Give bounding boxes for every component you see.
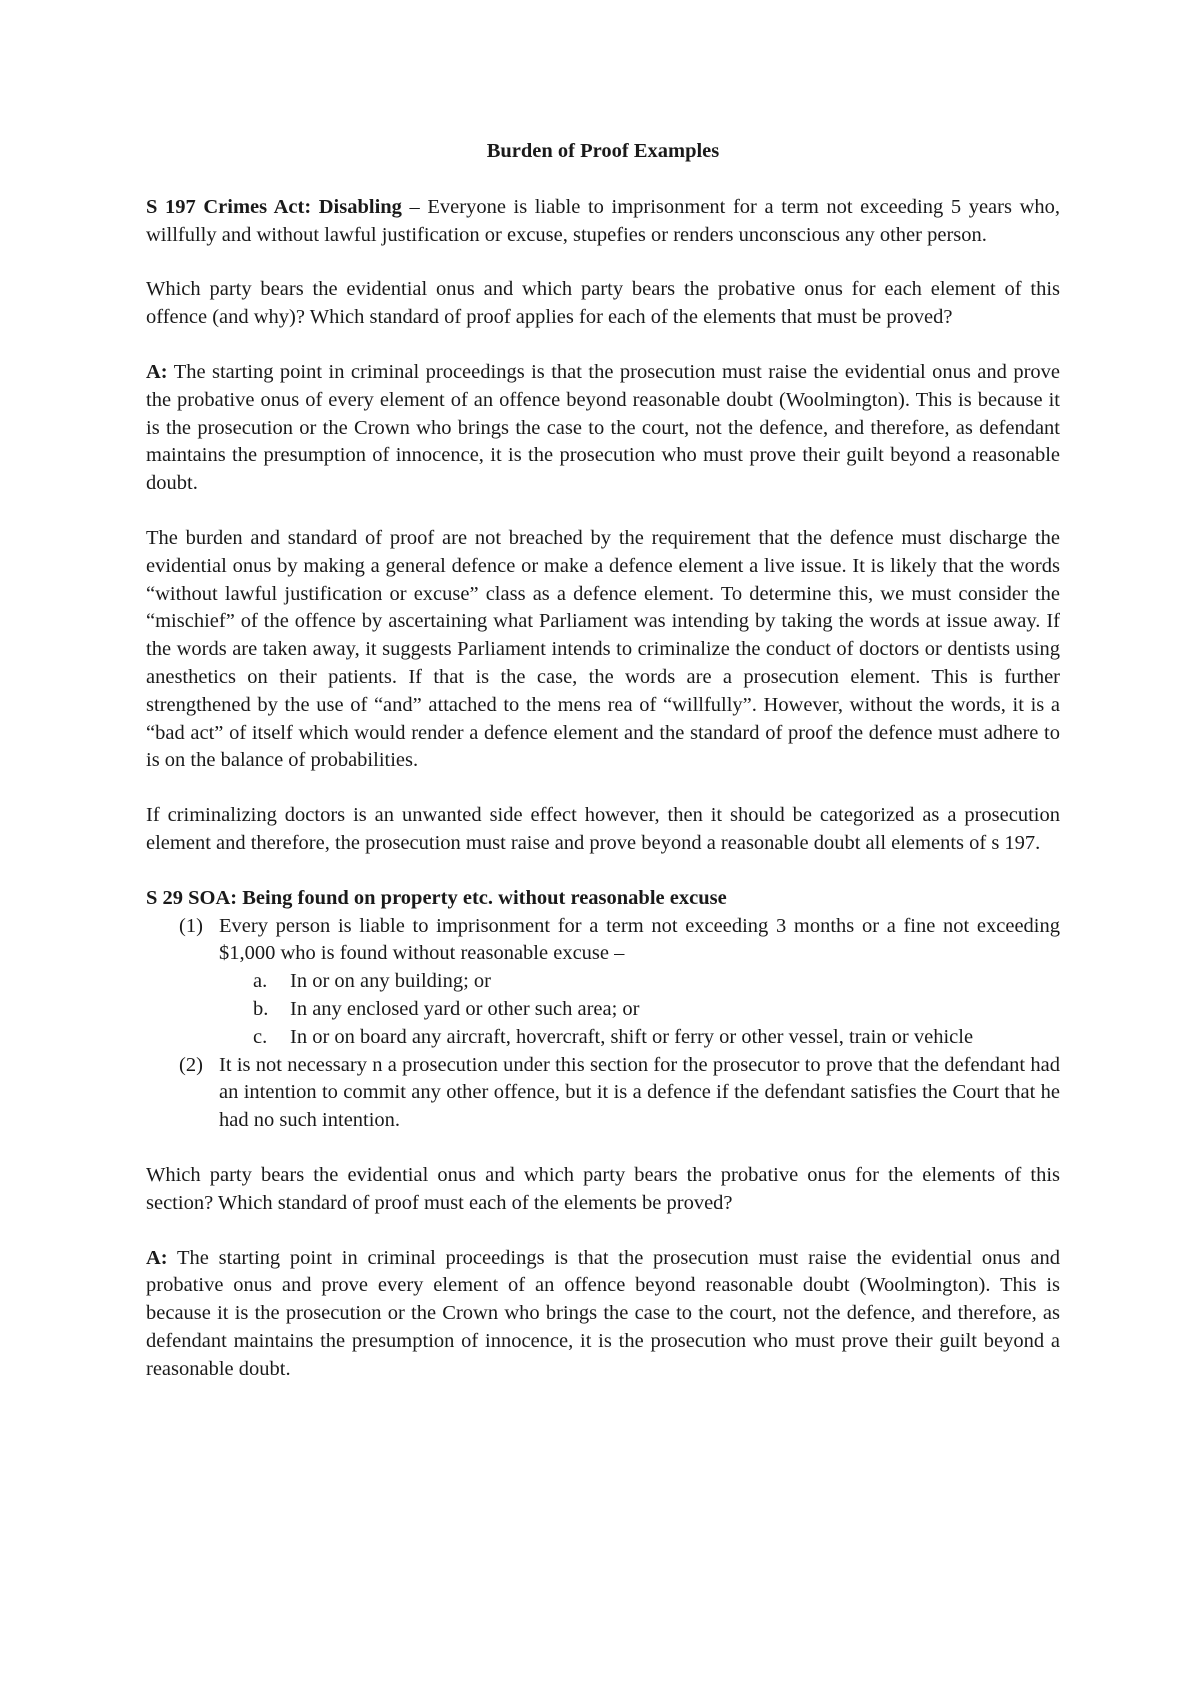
question-2: Which party bears the evidential onus and which party bears the probative onus for the elements of this section? Which standard of proof must each of the elements be proved? — [146, 1163, 1060, 1214]
document-title: Burden of Proof Examples — [486, 140, 720, 162]
s29-subitem-a-text: In or on any building; or — [290, 970, 491, 993]
burden-paragraph: The burden and standard of proof are not breached by the requirement that the defence must discharge the evidential onus by making a general defence or make a defence element a live issue. It is likely that the words “without lawful justification or excuse” class as a defence element. To determine this, we must consider the “mischief” of the offence by ascertaining what Parliament was intending by taking the words at issue away. If the words are taken away, it suggests Parliament intends to criminalize the conduct of doctors or dentists using anesthetics on their patients. If that is the case, the words are a prosecution element. This is further strengthened by the use of “and” attached to the mens rea of “willfully”. However, without the words, it is a “bad act” of itself which would render a defence element and the standard of proof the defence must adhere to is on the balance of probabilities. — [146, 526, 1060, 772]
criminalizing-paragraph: If criminalizing doctors is an unwanted side effect however, then it should be categorized as a prosecution element and therefore, the prosecution must raise and prove beyond a reasonable doubt all elements of s 197. — [146, 804, 1060, 854]
s29-item-2 — [146, 1052, 1060, 1135]
s29-item-2-number: (2) — [179, 1053, 203, 1076]
s29-item-1-text: Every person is liable to imprisonment for a term not exceeding 3 months or a fine not exceeding $1,000 who is found without reasonable excuse – — [219, 914, 1060, 965]
s29-list — [146, 913, 1060, 1135]
question-1: Which party bears the evidential onus and which party bears the probative onus for each element of this offence (and why)? Which standard of proof applies for each of the elements that must be proved? — [146, 278, 1060, 329]
s29-subitem-c-letter: c. — [253, 1025, 268, 1048]
s29-subitem-a — [219, 968, 1060, 996]
answer-1-label: A: — [146, 360, 168, 383]
s29-subitem-b-letter: b. — [253, 997, 269, 1020]
answer-2-label: A: — [146, 1246, 168, 1269]
s29-item-1 — [146, 913, 1060, 1052]
s29-heading: S 29 SOA: Being found on property etc. without reasonable excuse — [146, 886, 727, 909]
s197-paragraph — [146, 194, 1060, 250]
s197-text: – Everyone is liable to imprisonment for a term not exceeding 5 years who, willfully and without lawful justification or excuse, stupefies or renders unconscious any other person. — [146, 195, 1060, 246]
s29-subitem-b — [219, 996, 1060, 1024]
s29-subitem-c-text: In or on board any aircraft, hovercraft, shift or ferry or other vessel, train or vehicle — [290, 1025, 974, 1048]
s197-heading: S 197 Crimes Act: Disabling — [146, 195, 402, 218]
s29-sublist — [219, 968, 1060, 1051]
answer-2-text: The starting point in criminal proceedings is that the prosecution must raise the evidential onus and probative onus and prove every element of an offence beyond reasonable doubt (Woolmington). This is because it is the prosecution or the Crown who brings the case to the court, not the defence, and therefore, as defendant maintains the presumption of innocence, it is the prosecution who must prove their guilt beyond a reasonable doubt. — [146, 1246, 1060, 1380]
s29-subitem-b-text: In any enclosed yard or other such area; or — [290, 997, 640, 1020]
answer-2 — [146, 1245, 1060, 1384]
s29-subitem-c — [219, 1024, 1060, 1052]
document-page — [146, 138, 1060, 1383]
answer-1 — [146, 359, 1060, 498]
answer-1-text: The starting point in criminal proceedings is that the prosecution must raise the evidential onus and prove the probative onus of every element of an offence beyond reasonable doubt (Woolmington). This is because it is the prosecution or the Crown who brings the case to the court, not the defence, and therefore, as defendant maintains the presumption of innocence, it is the prosecution who must prove their guilt beyond a reasonable doubt. — [146, 360, 1060, 495]
s29-item-2-text: It is not necessary n a prosecution under this section for the prosecutor to prove that the defendant had an intention to commit any other offence, but it is a defence if the defendant satisfies the Court that he had no such intention. — [219, 1053, 1060, 1132]
s29-subitem-a-letter: a. — [253, 970, 268, 993]
s29-heading-line — [146, 885, 1060, 913]
s29-item-1-number: (1) — [179, 914, 203, 937]
